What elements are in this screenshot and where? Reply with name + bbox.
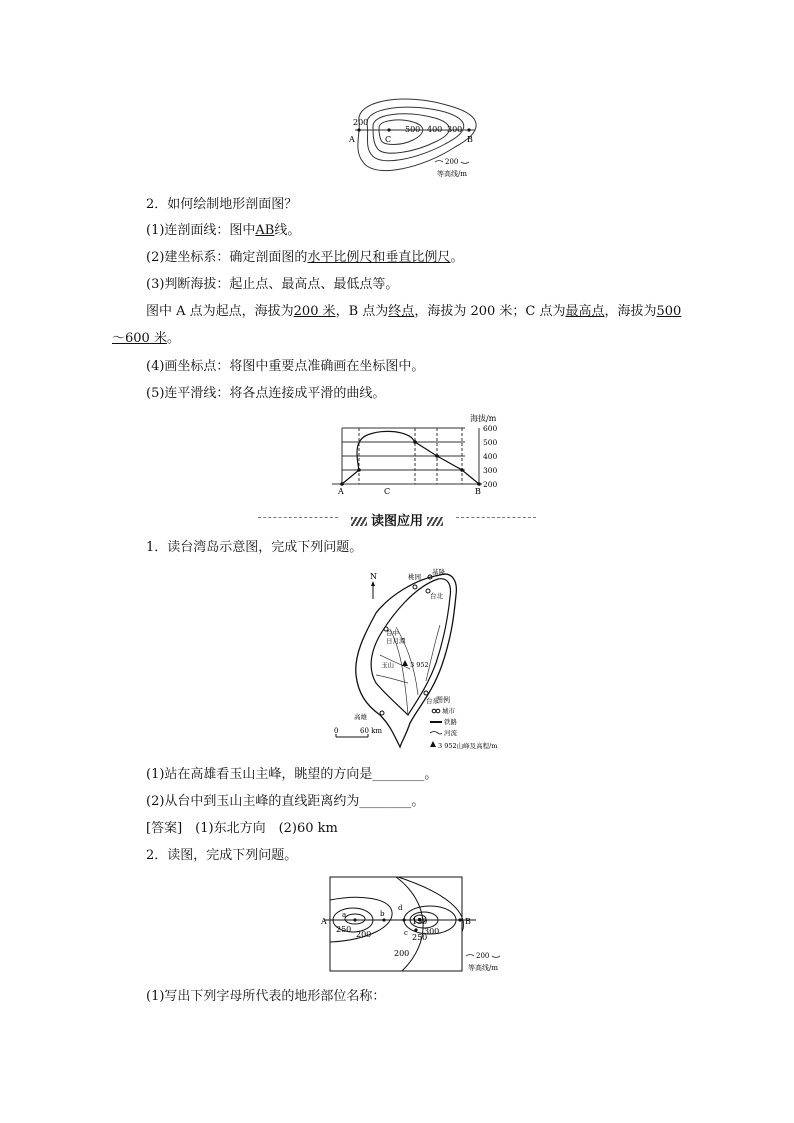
contour-label: 200: [353, 118, 369, 127]
contour-label: 150: [412, 917, 428, 926]
scale-label: 60 km: [360, 727, 383, 735]
contour-label: 500: [405, 125, 421, 134]
contour-label: 300: [447, 125, 463, 134]
legend-title: 图例: [436, 696, 450, 704]
banner-title: 读图应用: [370, 514, 423, 529]
legend-value: 200: [445, 158, 459, 166]
point-label: d: [398, 904, 403, 912]
y-tick-label: 300: [483, 466, 498, 475]
legend-item: 铁路: [444, 718, 457, 726]
place-label: 台中: [386, 629, 399, 637]
point-label-a: A: [349, 135, 355, 144]
legend-item: 河流: [444, 729, 457, 737]
question-1-answer: [146, 820, 338, 838]
step-5: (5)连平滑线：将各点连接成平滑的曲线。: [146, 386, 386, 401]
scale-label: 0: [334, 727, 339, 735]
y-axis-title: 海拔/m: [470, 414, 497, 423]
contour-label: 250: [412, 933, 428, 942]
north-label: N: [370, 572, 377, 581]
point-label-b: B: [467, 135, 473, 144]
point-label: A: [321, 917, 327, 926]
place-label: 高雄: [354, 713, 367, 721]
x-label-a: A: [338, 487, 344, 496]
place-label: 台北: [430, 592, 443, 600]
question-2-sub-1: (1)写出下列字母所代表的地形部位名称：: [146, 989, 386, 1004]
point-label: B: [465, 917, 471, 926]
contour-figure-2: [320, 872, 510, 976]
question-1-sub-1: (1)站在高雄看玉山主峰，眺望的方向是________。: [146, 767, 438, 782]
section-banner: [258, 510, 536, 529]
place-label: 玉山: [381, 661, 394, 669]
profile-chart: [322, 410, 502, 498]
y-tick-label: 500: [483, 438, 498, 447]
answer-tag: [答案]: [146, 821, 183, 836]
question-1-sub-2: (2)从台中到玉山主峰的直线距离约为________。: [146, 794, 425, 809]
contour-label: 250: [336, 925, 352, 934]
contour-label: 300: [424, 927, 440, 936]
legend-item: 3 952山峰及高程/m: [438, 742, 498, 750]
step-1: (1)连剖面线：图中AB线。: [146, 223, 301, 238]
legend-caption: 等高线/m: [468, 964, 498, 972]
contour-label: 200: [356, 930, 372, 939]
y-tick-label: 200: [483, 480, 498, 489]
place-label: 基隆: [432, 568, 445, 576]
y-tick-label: 600: [483, 424, 498, 433]
contour-figure-1: [345, 92, 485, 184]
x-label-b: B: [475, 487, 481, 496]
contour-label: 200: [394, 949, 410, 958]
point-label: c: [404, 929, 408, 937]
question-2b-title: 2．读图，完成下列问题。: [146, 848, 298, 863]
legend-item: 城市: [442, 707, 455, 715]
question-2-title: 2．如何绘制地形剖面图？: [146, 197, 298, 212]
point-label: a: [342, 911, 347, 919]
place-label: 台东: [426, 697, 439, 705]
place-label: 3 952: [410, 661, 429, 669]
legend-caption: 等高线/m: [437, 170, 467, 178]
answer-text: (1)东北方向 (2)60 km: [195, 821, 338, 836]
legend-value: 200: [476, 952, 490, 960]
step-4: (4)画坐标点：将图中重要点准确画在坐标图中。: [146, 359, 425, 374]
place-label: 桃园: [408, 573, 421, 581]
x-label-c: C: [384, 487, 391, 496]
place-label: 日月潭: [386, 637, 406, 645]
contour-label: 400: [427, 125, 443, 134]
question-1-title: 1．读台湾岛示意图，完成下列问题。: [146, 540, 363, 555]
step-2: (2)建坐标系：确定剖面图的水平比例尺和垂直比例尺。: [146, 250, 464, 265]
step-3: (3)判断海拔：起止点、最高点、最低点等。: [146, 277, 399, 292]
y-tick-label: 400: [483, 452, 498, 461]
point-label: b: [380, 910, 385, 918]
taiwan-map: [330, 565, 500, 757]
paragraph-points: 图中 A 点为起点，海拔为200 米，B 点为终点，海拔为 200 米；C 点为最高点，海拔为500～600 米。: [112, 304, 682, 346]
point-label-c: C: [385, 135, 392, 144]
